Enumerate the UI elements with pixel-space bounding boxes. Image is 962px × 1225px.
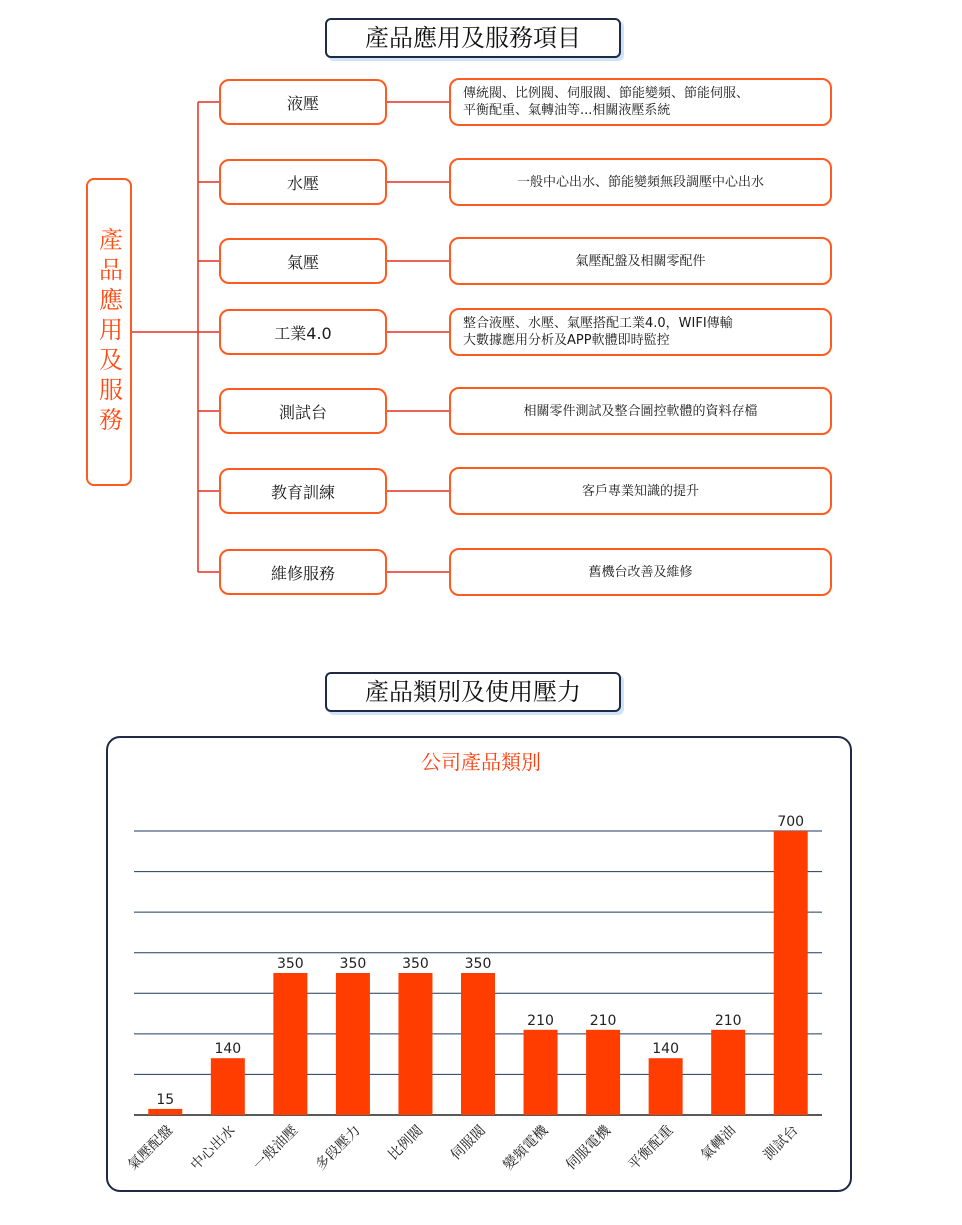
category-label-2: 一般油壓 <box>250 1122 302 1174</box>
category-label-1: 中心出水 <box>187 1122 239 1174</box>
category-label-10: 測試台 <box>760 1122 802 1164</box>
category-node-hydraulic: 液壓 <box>219 79 387 125</box>
data-label-9: 210 <box>714 1012 742 1029</box>
data-label-0: 15 <box>156 1091 175 1108</box>
category-node-test-bench: 測試台 <box>219 388 387 434</box>
bar-3 <box>336 973 370 1115</box>
section-title-categories: 產品類別及使用壓力 <box>325 672 621 712</box>
description-node-test-bench: 相關零件測試及整合圖控軟體的資料存檔 <box>449 387 832 435</box>
bar-6 <box>524 1030 558 1115</box>
description-node-pneumatic: 氣壓配盤及相關零配件 <box>449 237 832 285</box>
data-label-4: 350 <box>402 956 429 972</box>
section-title-applications: 產品應用及服務項目 <box>325 18 621 58</box>
data-label-1: 140 <box>214 1041 242 1058</box>
data-label-2: 350 <box>276 956 304 972</box>
root-label: 產品應用及服務 <box>94 227 123 437</box>
category-node-water: 水壓 <box>219 159 387 205</box>
bar-1 <box>211 1058 245 1115</box>
category-label-8: 平衡配重 <box>625 1122 677 1174</box>
category-label-0: 氣壓配盤 <box>125 1122 177 1174</box>
category-label-9: 氣轉油 <box>697 1122 740 1164</box>
bar-2 <box>273 973 307 1115</box>
description-node-training: 客戶專業知識的提升 <box>449 467 832 515</box>
description-node-industry40: 整合液壓、水壓、氣壓搭配工業4.0，WIFI傳輸 大數據應用分析及APP軟體即時監控 <box>449 308 832 356</box>
bar-4 <box>398 973 432 1115</box>
category-label-5: 伺服閥 <box>447 1122 489 1164</box>
data-label-7: 210 <box>589 1012 617 1029</box>
data-label-3: 350 <box>339 956 367 972</box>
category-label-4: 比例閥 <box>385 1122 427 1164</box>
data-label-8: 140 <box>652 1041 680 1058</box>
bar-0 <box>148 1109 182 1115</box>
chart-title: 公司產品類別 <box>421 750 541 774</box>
bar-9 <box>711 1030 745 1115</box>
description-node-hydraulic: 傳統閥、比例閥、伺服閥、節能變頻、節能伺服、 平衡配重、氣轉油等...相關液壓系統 <box>449 78 832 126</box>
bar-8 <box>649 1058 683 1115</box>
bar-5 <box>461 973 495 1115</box>
description-node-water: 一般中心出水、節能變頻無段調壓中心出水 <box>449 158 832 206</box>
category-label-7: 伺服電機 <box>563 1122 614 1174</box>
category-node-industry40: 工業4.0 <box>219 309 387 355</box>
category-label-3: 多段壓力 <box>312 1122 364 1174</box>
bar-7 <box>586 1030 620 1115</box>
data-label-6: 210 <box>527 1012 554 1029</box>
data-label-10: 700 <box>777 814 805 830</box>
category-label-6: 變頻電機 <box>500 1122 552 1174</box>
category-node-repair: 維修服務 <box>219 549 387 595</box>
category-node-pneumatic: 氣壓 <box>219 238 387 284</box>
data-label-5: 350 <box>464 956 492 972</box>
description-node-repair: 舊機台改善及維修 <box>449 548 832 596</box>
category-node-training: 教育訓練 <box>219 468 387 514</box>
bar-10 <box>774 831 808 1115</box>
